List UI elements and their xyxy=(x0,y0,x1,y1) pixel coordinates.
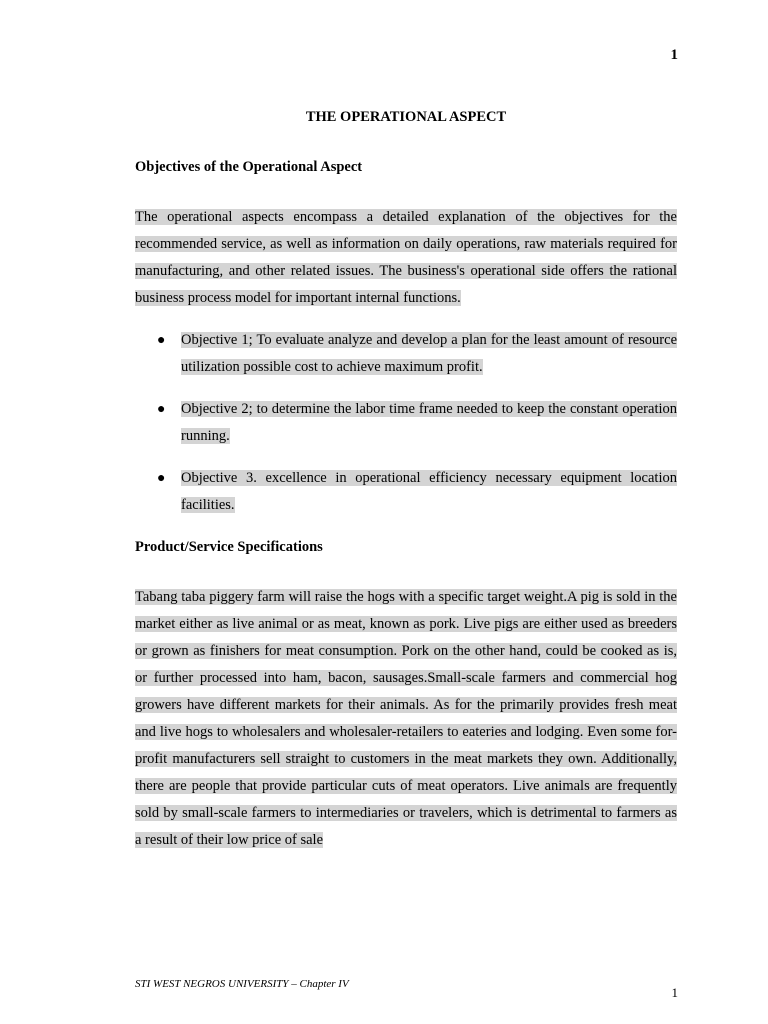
list-item-objective-2 xyxy=(157,396,677,450)
section-heading-product-specs: Product/Service Specifications xyxy=(135,539,323,555)
footer-text: STI WEST NEGROS UNIVERSITY – Chapter IV xyxy=(135,978,349,990)
footer-page-number: 1 xyxy=(671,985,678,1000)
list-item-text: Objective 2; to determine the labor time frame needed to keep the constant operation running. xyxy=(181,401,677,444)
section-heading-objectives: Objectives of the Operational Aspect xyxy=(135,159,363,175)
header-page-number: 1 xyxy=(670,47,678,63)
page-title: THE OPERATIONAL ASPECT xyxy=(305,109,507,125)
list-item-text: Objective 3. excellence in operational efficiency necessary equipment location facilities. xyxy=(181,470,677,513)
highlighted-text: Tabang taba piggery farm will raise the hogs with a specific target weight.A pig is sold in the market either as live animal or as meat, known as pork. Live pigs are either used as breeders or grown as finishers for meat consumption. Pork on the other hand, could be cooked as is, or further processed into ham, bacon, sausages.Small-scale farmers and commercial hog growers have different markets for their animals. As for the primarily provides fresh meat and live hogs to wholesalers and wholesaler-retailers to eateries and lodging. Even some for-profit manufacturers sell straight to customers in the meat markets they own. Additionally, there are people that provide particular cuts of meat operators. Live animals are frequently sold by small-scale farmers to intermediaries or travelers, which is detrimental to farmers as a result of their low price of sale xyxy=(135,589,677,848)
list-item-objective-1 xyxy=(157,327,677,381)
bullet-icon: ● xyxy=(157,402,166,417)
list-item-text: Objective 1; To evaluate analyze and develop a plan for the least amount of resource utilization possible cost to achieve maximum profit. xyxy=(181,332,677,375)
paragraph-operational-aspects xyxy=(135,204,677,312)
list-item-objective-3 xyxy=(157,465,677,519)
highlighted-text: The operational aspects encompass a detailed explanation of the objectives for the recommended service, as well as information on daily operations, raw materials required for manufacturing, and other related issues. The business's operational side offers the rational business process model for important internal functions. xyxy=(135,209,677,306)
bullet-icon: ● xyxy=(157,471,166,486)
paragraph-product-specs xyxy=(135,584,677,854)
bullet-icon: ● xyxy=(157,333,166,348)
